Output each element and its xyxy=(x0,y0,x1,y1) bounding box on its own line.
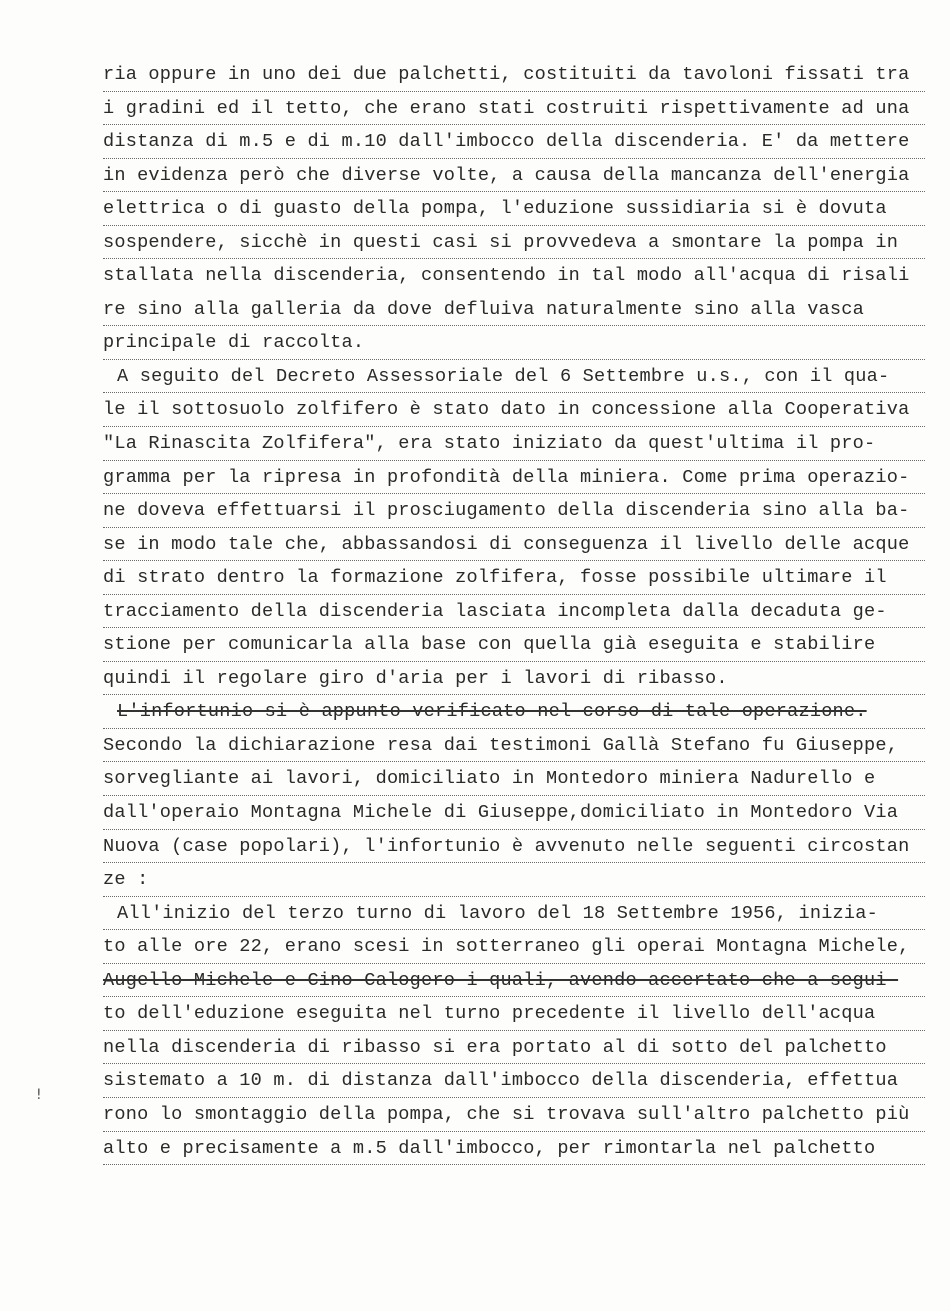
text-line: alto e precisamente a m.5 dall'imbocco, per rimontarla nel palchetto xyxy=(103,1132,925,1166)
text-line: stione per comunicarla alla base con quella già eseguita e stabilire xyxy=(103,628,925,662)
text-line: to dell'eduzione eseguita nel turno precedente il livello dell'acqua xyxy=(103,997,925,1031)
text-line: nella discenderia di ribasso si era portato al di sotto del palchetto xyxy=(103,1031,925,1065)
text-line: sospendere, sicchè in questi casi si provvedeva a smontare la pompa in xyxy=(103,226,925,260)
text-line: A seguito del Decreto Assessoriale del 6 Settembre u.s., con il qua- xyxy=(103,360,925,394)
text-line: All'inizio del terzo turno di lavoro del 18 Settembre 1956, inizia- xyxy=(103,897,925,931)
text-line: distanza di m.5 e di m.10 dall'imbocco della discenderia. E' da mettere xyxy=(103,125,925,159)
text-line: stallata nella discenderia, consentendo in tal modo all'acqua di risali xyxy=(103,265,910,287)
text-line: ria oppure in uno dei due palchetti, costituiti da tavoloni fissati tra xyxy=(103,58,925,92)
text-line: L'infortunio si è appunto verificato nel corso di tale operazione. xyxy=(103,695,925,729)
text-line: elettrica o di guasto della pompa, l'eduzione sussidiaria si è dovuta xyxy=(103,192,925,226)
text-line: sistemato a 10 m. di distanza dall'imbocco della discenderia, effettua xyxy=(103,1064,925,1098)
text-line: quindi il regolare giro d'aria per i lavori di ribasso. xyxy=(103,662,925,696)
text-line: le il sottosuolo zolfifero è stato dato in concessione alla Cooperativa xyxy=(103,393,925,427)
text-line: "La Rinascita Zolfifera", era stato iniziato da quest'ultima il pro- xyxy=(103,427,925,461)
text-line: sorvegliante ai lavori, domiciliato in Montedoro miniera Nadurello e xyxy=(103,762,925,796)
text-line: in evidenza però che diverse volte, a causa della mancanza dell'energia xyxy=(103,159,925,193)
text-line: rono lo smontaggio della pompa, che si trovava sull'altro palchetto più xyxy=(103,1098,925,1132)
text-line: tracciamento della discenderia lasciata incompleta dalla decaduta ge- xyxy=(103,595,925,629)
text-line: di strato dentro la formazione zolfifera, fosse possibile ultimare il xyxy=(103,561,925,595)
text-line: se in modo tale che, abbassandosi di conseguenza il livello delle acque xyxy=(103,528,925,562)
text-line: gramma per la ripresa in profondità della miniera. Come prima operazio- xyxy=(103,461,925,495)
text-line: Secondo la dichiarazione resa dai testimoni Gallà Stefano fu Giuseppe, xyxy=(103,729,925,763)
text-line: re sino alla galleria da dove defluiva naturalmente sino alla vasca xyxy=(103,293,925,327)
text-line: dall'operaio Montagna Michele di Giuseppe,domiciliato in Montedoro Via xyxy=(103,796,925,830)
text-line: ze : xyxy=(103,863,925,897)
text-line: Nuova (case popolari), l'infortunio è avvenuto nelle seguenti circostan xyxy=(103,830,925,864)
text-line: ne doveva effettuarsi il prosciugamento della discenderia sino alla ba- xyxy=(103,494,925,528)
text-line: i gradini ed il tetto, che erano stati costruiti rispettivamente ad una xyxy=(103,92,925,126)
text-line: Augello Michele e Cino Calogero i quali, avendo accertato che a segui- xyxy=(103,964,925,998)
margin-mark: ! xyxy=(36,1087,42,1103)
text-line: to alle ore 22, erano scesi in sotterraneo gli operai Montagna Michele, xyxy=(103,930,925,964)
text-line: principale di raccolta. xyxy=(103,326,925,360)
typewritten-text xyxy=(103,58,925,1165)
